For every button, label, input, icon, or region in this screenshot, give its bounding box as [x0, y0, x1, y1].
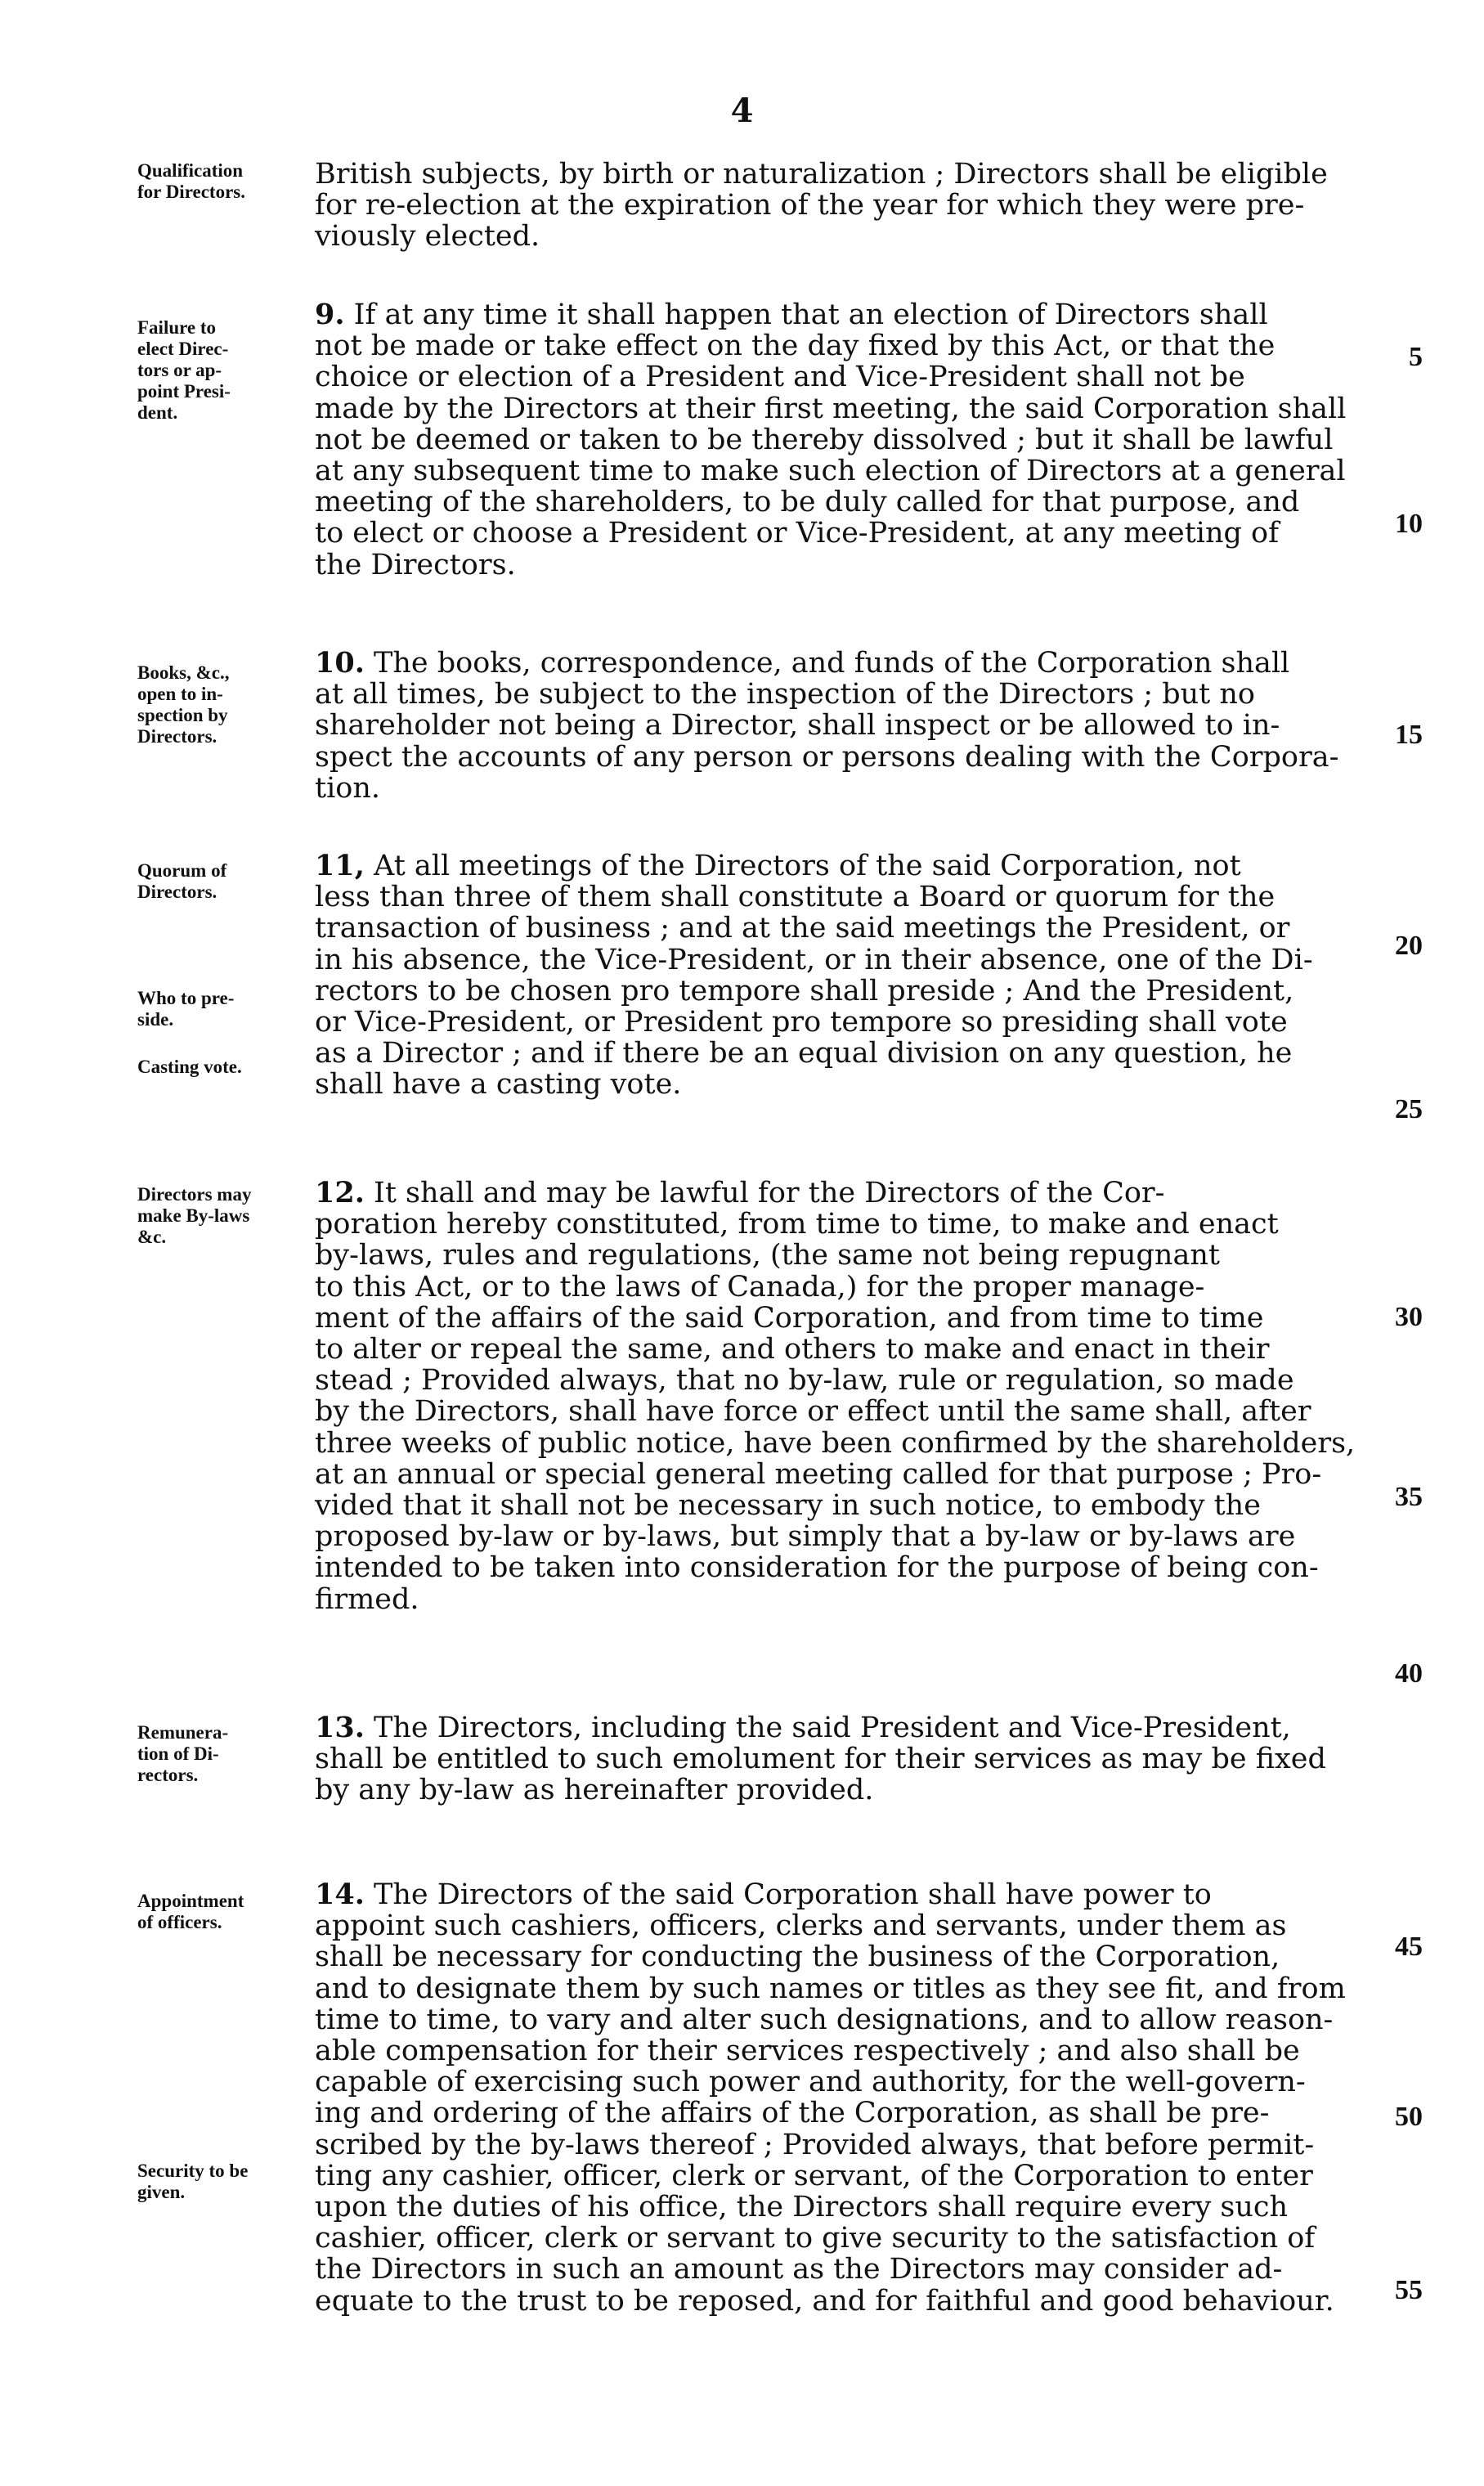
line-number-20: 20 — [1395, 931, 1423, 961]
line-number-5: 5 — [1409, 342, 1423, 372]
line-number-45: 45 — [1395, 1932, 1423, 1962]
paragraph-10 — [315, 648, 1365, 804]
line-number-35: 35 — [1395, 1482, 1423, 1512]
line-number-40: 40 — [1395, 1658, 1423, 1689]
paragraph-11-text: At all meetings of the Directors of the said Corporation, not less than three of them shall constitute a Board or quorum for the transaction of business ; and at the said meetings the President, or in his absence, the Vice-President, or in their absence, one of the Di- rectors to be chosen pro tempore shall preside ; And the President, or Vice-President, or President pro tempore so presiding shall vote as a Director ; and if there be an equal division on any question, he shall have a casting vote. — [315, 850, 1313, 1102]
paragraph-9-text: If at any time it shall happen that an election of Directors shall not be made or take effect on the day fixed by this Act, or that the choice or election of a President and Vice-President shall not be made by the Directors at their first meeting, the said Corporation shall not be deemed or taken to be thereby dissolved ; but it shall be lawful at any subsequent time to make such election of Directors at a general meeting of the shareholders, to be duly called for that purpose, and to elect or choose a President or Vice-President, at any meeting of the Directors. — [315, 298, 1347, 581]
margin-note-appointment-of-officers: Appointment of officers. — [137, 1891, 244, 1932]
paragraph-12-text: It shall and may be lawful for the Directors of the Cor- poration hereby constituted, from time to time, to make and enact by-laws, rules and regulations, (the same not being repugnant to this Act, or to the laws of Canada,) for the proper manage- ment of the affairs of the said Corporation, and from time to time to alter or repeal the same, and others to make and enact in their stead ; Provided always, that no by-law, rule or regulation, so made by the Directors, shall have force or effect until the same shall, after three weeks of public notice, have been confirmed by the shareholders, at an annual or special general meeting called for that purpose ; Pro- vided that it shall not be necessary in such notice, to embody the proposed by-law or by-laws, but simply that a by-law or by-laws are intended to be taken into consideration for the purpose of being con- firmed. — [315, 1177, 1356, 1616]
paragraph-13-text: The Directors, including the said President and Vice-President, shall be entitled to such emolument for their services as may be fixed by any by-law as hereinafter provided. — [315, 1712, 1326, 1807]
margin-note-remuneration: Remunera- tion of Di- rectors. — [137, 1722, 229, 1785]
margin-note-quorum: Quorum of Directors. — [137, 860, 227, 902]
section-number-9: 9. — [315, 298, 345, 331]
margin-note-casting-vote: Casting vote. — [137, 1057, 242, 1077]
paragraph-11 — [315, 850, 1365, 1101]
paragraph-14-text: The Directors of the said Corporation shall have power to appoint such cashiers, officers, clerks and servants, under them as shall be necessary for conducting the business of the Corporation, and to designate them by such names or titles as they see fit, and from time to time, to vary and alter such designations, and to allow reason- able compensation for their services respectively ; and also shall be capable of exercising such power and authority, for the well-govern- ing and ordering of the affairs of the Corporation, as shall be pre- scribed by the by-laws thereof ; Provided always, that before permit- ting any cashier, officer, clerk or servant, of the Corporation to enter upon the duties of his office, the Directors shall require every such cashier, officer, clerk or servant to give security to the satisfaction of the Directors in such an amount as the Directors may consider ad- equate to the trust to be reposed, and for faithful and good behaviour. — [315, 1878, 1346, 2318]
line-number-10: 10 — [1395, 509, 1423, 539]
margin-note-books-inspection: Books, &c., open to in- spection by Directors. — [137, 662, 230, 747]
section-number-12: 12. — [315, 1176, 365, 1209]
line-number-15: 15 — [1395, 720, 1423, 750]
line-number-25: 25 — [1395, 1094, 1423, 1124]
section-number-14: 14. — [315, 1878, 365, 1911]
paragraph-8-continued: British subjects, by birth or naturalization ; Directors shall be eligible for re-election at the expiration of the year for which they were pre- viously elected. — [315, 158, 1328, 254]
section-number-13: 13. — [315, 1711, 365, 1744]
line-number-30: 30 — [1395, 1302, 1423, 1332]
paragraph-10-text: The books, correspondence, and funds of the Corporation shall at all times, be subject to the inspection of the Directors ; but no shareholder not being a Director, shall inspect or be allowed to in- spect the accounts of any person or persons dealing with the Corpora- tion. — [315, 647, 1339, 805]
margin-note-who-to-preside: Who to pre- side. — [137, 988, 235, 1030]
paragraph-14 — [315, 1879, 1365, 2317]
section-number-11: 11, — [315, 849, 365, 882]
paragraph-13 — [315, 1712, 1365, 1806]
margin-note-bylaws: Directors may make By-laws &c. — [137, 1184, 252, 1247]
paragraph-9 — [315, 299, 1365, 581]
line-number-55: 55 — [1395, 2275, 1423, 2305]
section-number-10: 10. — [315, 646, 365, 680]
margin-note-security: Security to be given. — [137, 2161, 249, 2202]
paragraph-12 — [315, 1178, 1365, 1615]
margin-note-qualification: Qualification for Directors. — [137, 160, 245, 202]
page-number: 4 — [730, 92, 754, 130]
line-number-50: 50 — [1395, 2102, 1423, 2132]
margin-note-failure-to-elect: Failure to elect Direc- tors or ap- point Presi- dent. — [137, 317, 231, 423]
